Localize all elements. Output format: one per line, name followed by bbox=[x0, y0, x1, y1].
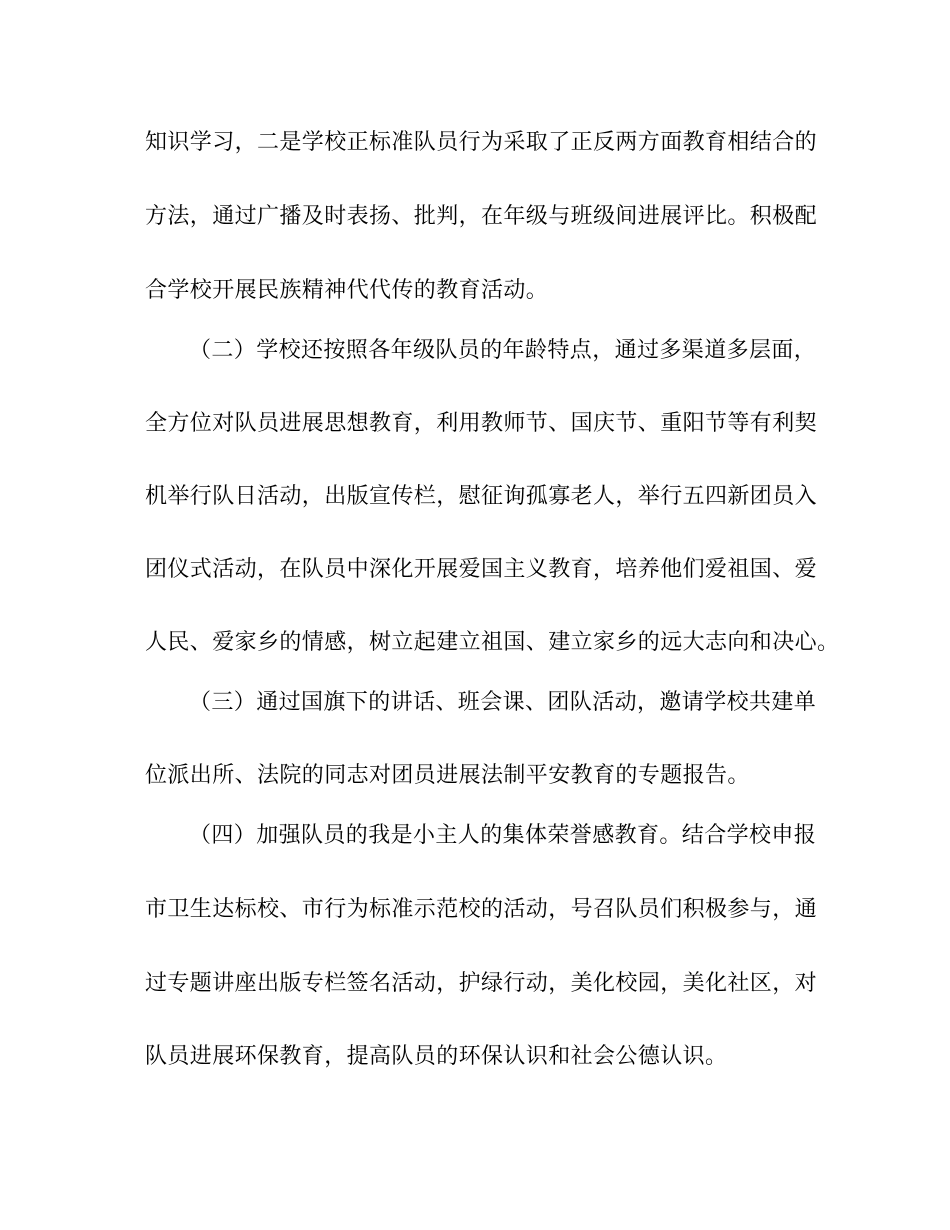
text-line: 队员进展环保教育，提高队员的环保认识和社会公德认识。 bbox=[145, 1044, 728, 1069]
text-line: 全方位对队员进展思想教育，利用教师节、国庆节、重阳节等有利契 bbox=[145, 411, 818, 436]
paragraph-4-start: （四）加强队员的我是小主人的集体荣誉感教育。结合学校申报 bbox=[189, 823, 817, 848]
text-line: 方法，通过广播及时表扬、批判，在年级与班级间进展评比。积极配 bbox=[145, 204, 818, 229]
text-line: 知识学习，二是学校正标准队员行为采取了正反两方面教育相结合的 bbox=[145, 130, 818, 155]
paragraph-3-start: （三）通过国旗下的讲话、班会课、团队活动，邀请学校共建单 bbox=[189, 690, 817, 715]
paragraph-2-start: （二）学校还按照各年级队员的年龄特点，通过多渠道多层面， bbox=[189, 338, 817, 363]
text-line: 人民、爱家乡的情感，树立起建立祖国、建立家乡的远大志向和决心。 bbox=[145, 630, 840, 655]
text-line: 合学校开展民族精神代代传的教育活动。 bbox=[145, 278, 549, 303]
text-line: 团仪式活动，在队员中深化开展爱国主义教育，培养他们爱祖国、爱 bbox=[145, 557, 818, 582]
text-line: 机举行队日活动，出版宣传栏，慰征询孤寡老人，举行五四新团员入 bbox=[145, 484, 818, 509]
text-line: 市卫生达标校、市行为标准示范校的活动，号召队员们积极参与，通 bbox=[145, 897, 818, 922]
text-line: 过专题讲座出版专栏签名活动，护绿行动，美化校园，美化社区，对 bbox=[145, 971, 818, 996]
text-line: 位派出所、法院的同志对团员进展法制平安教育的专题报告。 bbox=[145, 763, 750, 788]
